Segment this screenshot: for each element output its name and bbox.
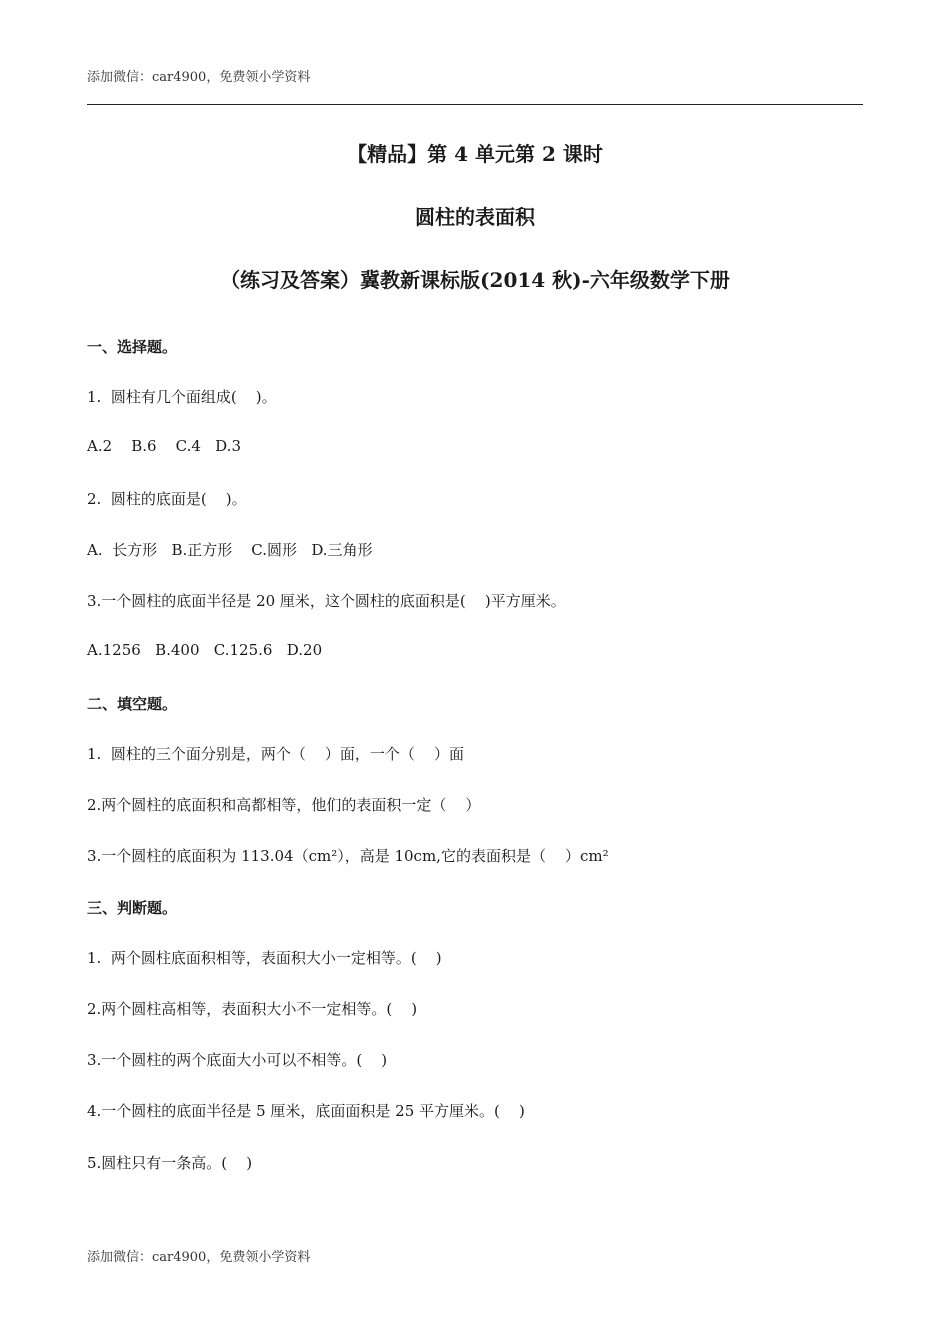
choice-question-3: 3.一个圆柱的底面半径是 20 厘米，这个圆柱的底面积是( )平方厘米。 — [87, 592, 566, 610]
choice-options-1: A.2 B.6 C.4 D.3 — [87, 437, 241, 455]
header-divider — [87, 104, 863, 105]
judge-question-1: 1. 两个圆柱底面积相等，表面积大小一定相等。( ) — [87, 949, 442, 967]
title-topic: 圆柱的表面积 — [415, 205, 535, 229]
choice-question-2: 2. 圆柱的底面是( )。 — [87, 490, 247, 508]
section-fill-heading: 二、填空题。 — [87, 695, 178, 713]
judge-question-4: 4.一个圆柱的底面半径是 5 厘米，底面面积是 25 平方厘米。( ) — [87, 1102, 525, 1120]
title-lesson: 【精品】第 4 单元第 2 课时 — [347, 142, 603, 166]
header-note: 添加微信：car4900，免费领小学资料 — [87, 70, 311, 85]
choice-options-3: A.1256 B.400 C.125.6 D.20 — [87, 641, 323, 659]
judge-question-2: 2.两个圆柱高相等，表面积大小不一定相等。( ) — [87, 1000, 418, 1018]
fill-question-2: 2.两个圆柱的底面积和高都相等，他们的表面积一定（ ） — [87, 796, 481, 814]
judge-question-3: 3.一个圆柱的两个底面大小可以不相等。( ) — [87, 1051, 388, 1069]
judge-question-5: 5.圆柱只有一条高。( ) — [87, 1154, 253, 1172]
fill-question-3: 3.一个圆柱的底面积为 113.04（cm²），高是 10cm,它的表面积是（ ）cm² — [87, 847, 609, 865]
title-subtitle: （练习及答案）冀教新课标版(2014 秋)-六年级数学下册 — [220, 268, 730, 292]
choice-options-2: A. 长方形 B.正方形 C.圆形 D.三角形 — [87, 541, 373, 559]
fill-question-1: 1. 圆柱的三个面分别是，两个（ ）面，一个（ ）面 — [87, 745, 464, 763]
section-choice-heading: 一、选择题。 — [87, 338, 178, 356]
choice-question-1: 1. 圆柱有几个面组成( )。 — [87, 388, 277, 406]
section-judge-heading: 三、判断题。 — [87, 899, 178, 917]
footer-note: 添加微信：car4900，免费领小学资料 — [87, 1250, 311, 1265]
